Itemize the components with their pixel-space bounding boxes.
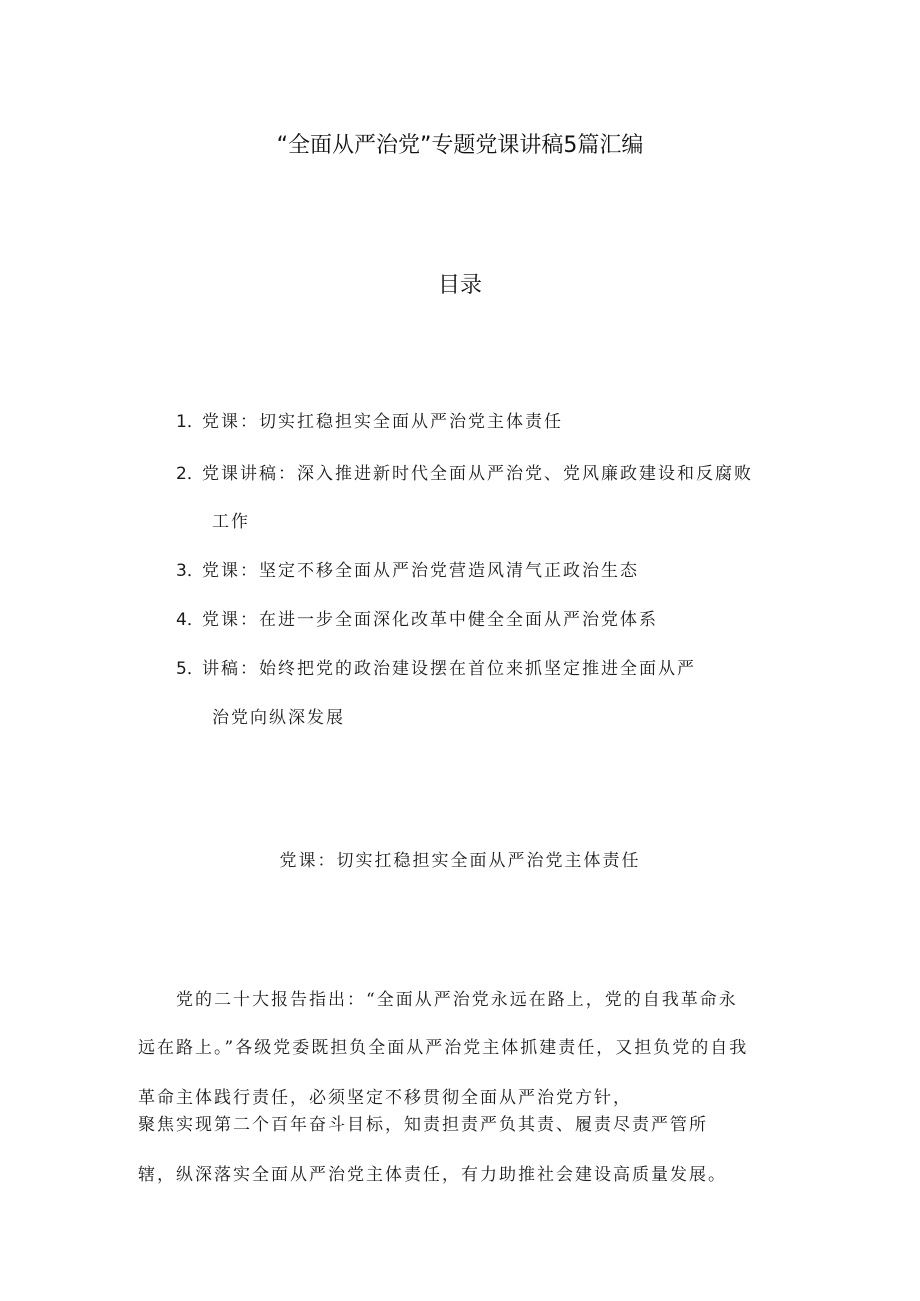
toc-item-1[interactable] bbox=[176, 407, 563, 432]
toc-item-text: 党课：切实扛稳担实全面从严治党主体责任 bbox=[202, 412, 563, 432]
body-paragraph-line: 聚焦实现第二个百年奋斗目标，知责担责严负其责、履责尽责严管所 bbox=[138, 1115, 708, 1135]
toc-item-text: 讲稿：始终把党的政治建设摆在首位来抓坚定推进全面从严 bbox=[202, 659, 696, 679]
toc-item-5-continuation: 治党向纵深发展 bbox=[212, 708, 345, 728]
body-paragraph-line: 远在路上。”各级党委既担负全面从严治党主体抓建责任，又担负党的自我 bbox=[138, 1038, 749, 1058]
toc-item-number: 1． bbox=[176, 412, 204, 432]
toc-item-number: 2． bbox=[176, 464, 204, 484]
toc-item-4[interactable] bbox=[176, 605, 658, 630]
toc-item-text: 党课：在进一步全面深化改革中健全全面从严治党体系 bbox=[202, 610, 658, 630]
toc-item-text: 党课：坚定不移全面从严治党营造风清气正政治生态 bbox=[202, 561, 639, 581]
toc-item-number: 4． bbox=[176, 610, 204, 630]
toc-item-number: 5． bbox=[176, 659, 204, 679]
toc-item-number: 3． bbox=[176, 561, 204, 581]
toc-item-2-continuation: 工作 bbox=[212, 512, 250, 532]
body-paragraph-line: 辖，纵深落实全面从严治党主体责任，有力助推社会建设高质量发展。 bbox=[138, 1165, 727, 1185]
toc-item-5[interactable] bbox=[176, 654, 696, 679]
document-title: “全面从严治党”专题党课讲稿5篇汇编 bbox=[276, 133, 644, 158]
section-title: 党课：切实扛稳担实全面从严治党主体责任 bbox=[279, 851, 641, 871]
body-paragraph-line: 党的二十大报告指出：“全面从严治党永远在路上，党的自我革命永 bbox=[176, 990, 738, 1010]
toc-item-2[interactable] bbox=[176, 459, 753, 484]
body-paragraph-line: 革命主体践行责任，必须坚定不移贯彻全面从严治党方针， bbox=[138, 1088, 632, 1108]
toc-item-3[interactable] bbox=[176, 556, 639, 581]
toc-heading: 目录 bbox=[437, 273, 482, 298]
toc-item-text: 党课讲稿：深入推进新时代全面从严治党、党风廉政建设和反腐败 bbox=[202, 464, 753, 484]
